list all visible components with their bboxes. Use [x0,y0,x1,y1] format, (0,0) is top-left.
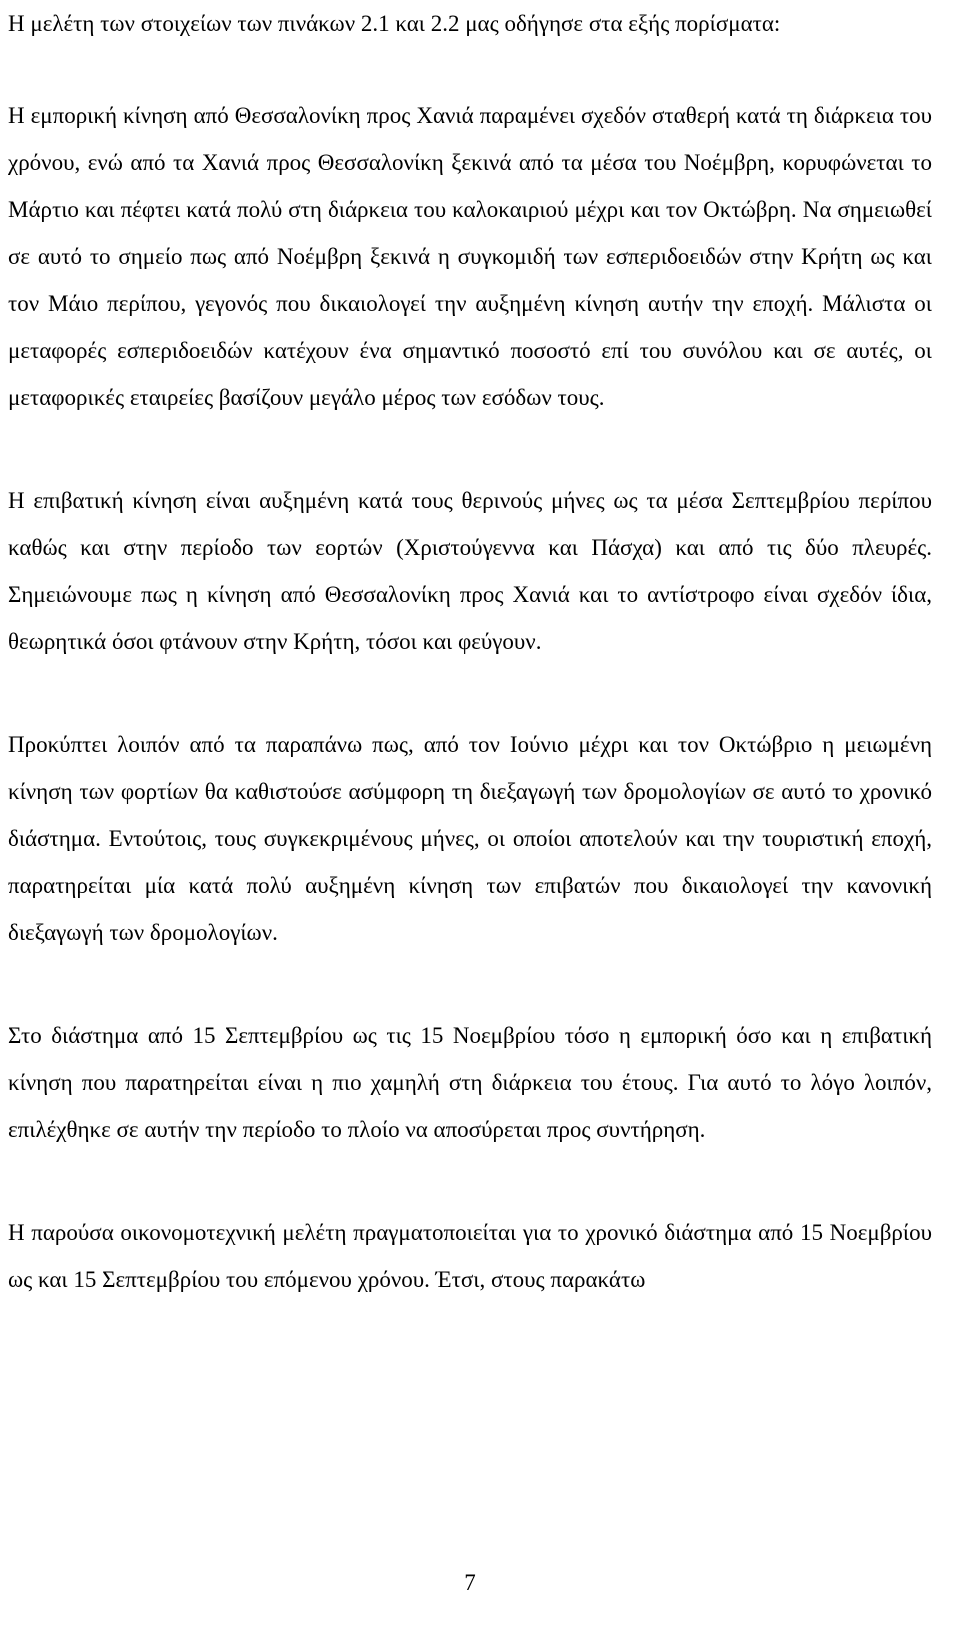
paragraph-maintenance-period: Στο διάστημα από 15 Σεπτεμβρίου ως τις 15 Νοεμβρίου τόσο η εμπορική όσο και η επιβατική κίνηση που παρατηρείται είναι η πιο χαμηλή στη διάρκεια του έτους. Για αυτό το λόγο λοιπόν, επιλέχθηκε σε αυτήν την περίοδο το πλοίο να αποσύρεται προς συντήρηση. [8,1023,932,1142]
paragraph-study-period: Η παρούσα οικονομοτεχνική μελέτη πραγματοποιείται για το χρονικό διάστημα από 15 Νοεμβρίου ως και 15 Σεπτεμβρίου του επόμενου χρόνου. Έτσι, στους παρακάτω [8,1220,932,1292]
paragraph-passenger-traffic: Η επιβατική κίνηση είναι αυξημένη κατά τους θερινούς μήνες ως τα μέσα Σεπτεμβρίου περίπου καθώς και στην περίοδο των εορτών (Χριστούγεννα και Πάσχα) και από τις δύο πλευρές. Σημειώνουμε πως η κίνηση από Θεσσαλονίκη προς Χανιά και το αντίστροφο είναι σχεδόν ίδια, θεωρητικά όσοι φτάνουν στην Κρήτη, τόσοι και φεύγουν. [8,488,932,654]
document-page [8,0,932,1595]
paragraph-conclusion: Προκύπτει λοιπόν από τα παραπάνω πως, από τον Ιούνιο μέχρι και τον Οκτώβριο η μειωμένη κίνηση των φορτίων θα καθιστούσε ασύμφορη τη διεξαγωγή των δρομολογίων σε αυτό το χρονικό διάστημα. Εντούτοις, τους συγκεκριμένους μήνες, οι οποίοι αποτελούν και την τουριστική εποχή, παρατηρείται μία κατά πολύ αυξημένη κίνηση των επιβατών που δικαιολογεί την κανονική διεξαγωγή των δρομολογίων. [8,732,932,945]
page-number: 7 [464,1570,476,1595]
intro-sentence: Η μελέτη των στοιχείων των πινάκων 2.1 και 2.2 μας οδήγησε στα εξής πορίσματα: [8,11,781,36]
paragraph-commercial-traffic: Η εμπορική κίνηση από Θεσσαλονίκη προς Χανιά παραμένει σχεδόν σταθερή κατά τη διάρκεια του χρόνου, ενώ από τα Χανιά προς Θεσσαλονίκη ξεκινά από τα μέσα του Νοέμβρη, κορυφώνεται το Μάρτιο και πέφτει κατά πολύ στη διάρκεια του καλοκαιριού μέχρι και τον Οκτώβρη. Να σημειωθεί σε αυτό το σημείο πως από Νοέμβρη ξεκινά η συγκομιδή των εσπεριδοειδών στην Κρήτη ως και τον Μάιο περίπου, γεγονός που δικαιολογεί την αυξημένη κίνηση αυτήν την εποχή. Μάλιστα οι μεταφορές εσπεριδοειδών κατέχουν ένα σημαντικό ποσοστό επί του συνόλου και σε αυτές, οι μεταφορικές εταιρείες βασίζουν μεγάλο μέρος των εσόδων τους. [8,103,932,410]
